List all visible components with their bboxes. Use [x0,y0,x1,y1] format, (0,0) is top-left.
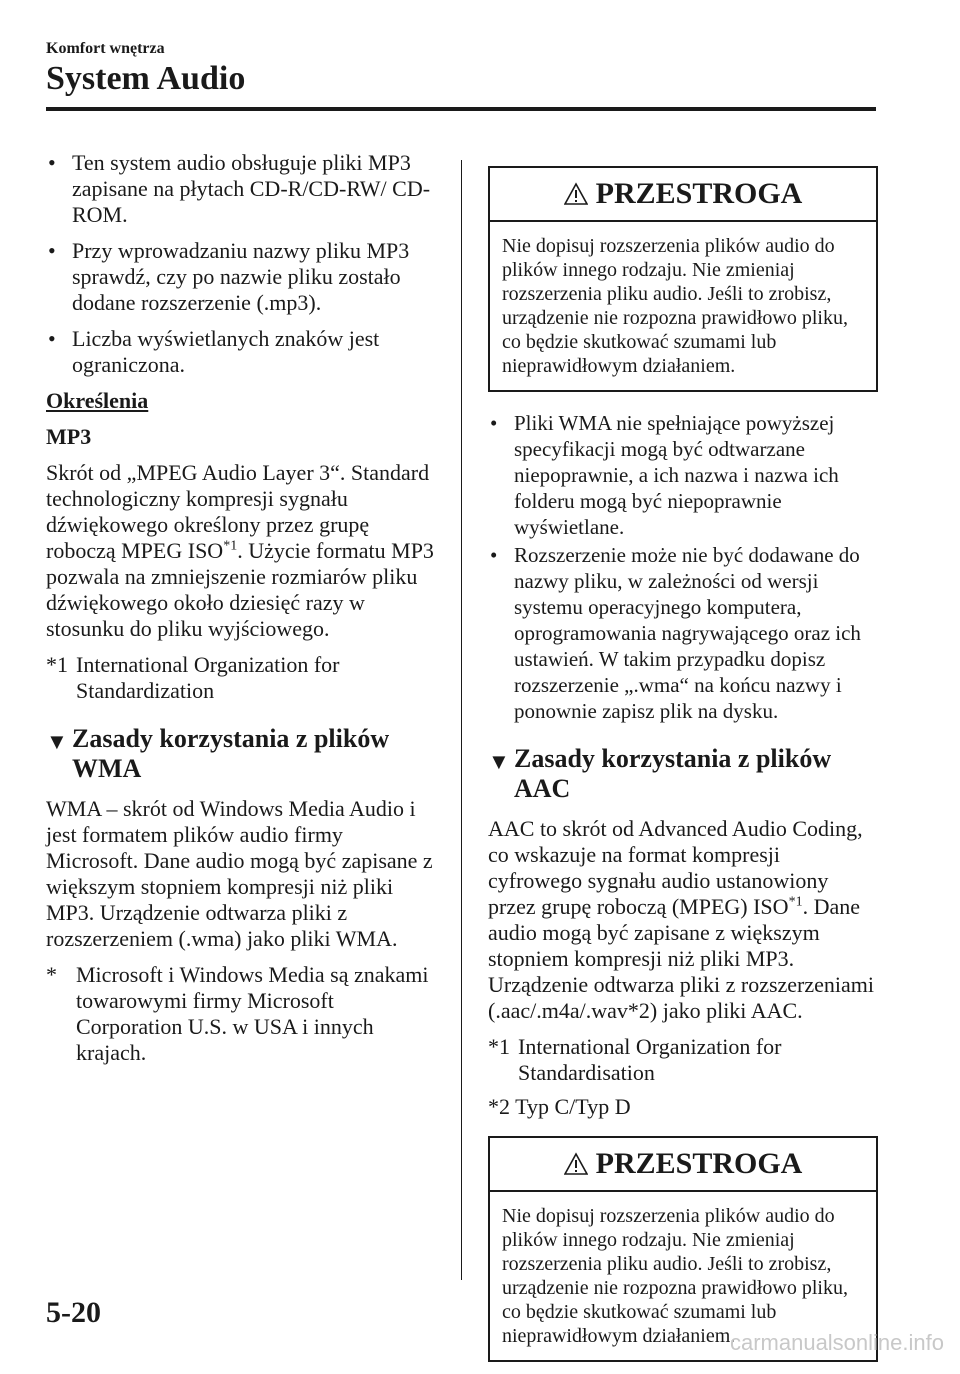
bullet-icon: • [48,238,56,263]
warning-triangle-icon [564,182,588,206]
terms-heading: Określenia [46,388,149,413]
list-item [488,410,878,540]
footnote-ref: *1 [223,538,238,554]
page-number: 5-20 [46,1296,101,1329]
list-item [46,150,438,228]
footnote-trademark [46,962,438,1066]
page-title: System Audio [46,60,246,97]
footnote-mark: *1 [488,1034,510,1059]
list-item-text: Ten system audio obsługuje pliki MP3 zapisane na płytach CD-R/CD-RW/ CD-ROM. [72,150,431,227]
list-item-text: Przy wprowadzaniu nazwy pliku MP3 sprawdź, czy po nazwie pliku zostało dodane rozszerzenie (.mp3). [72,238,410,315]
caution-header [490,1138,876,1192]
watermark: carmanualsonline.info [729,1330,944,1355]
footnote-type: *2 Typ C/Typ D [488,1094,631,1119]
footnote-text: International Organization for Standardisation [518,1034,782,1085]
column-divider [461,160,462,1280]
mp3-definition-part-b: . Użycie formatu MP3 pozwala na zmniejszenie rozmiarów pliku dźwiękowego około dziesięć razy w stosunku do pliku wyjściowego. [46,538,434,641]
wma-notes-list [488,410,878,724]
footnote-mark: *1 [46,652,68,677]
footnote-text: Microsoft i Windows Media są znakami towarowymi firmy Microsoft Corporation U.S. w USA i innych krajach. [76,962,429,1065]
footnote-ref: *1 [788,894,803,910]
caution-text: Nie dopisuj rozszerzenia plików audio do plików innego rodzaju. Nie zmieniaj rozszerzenia pliku audio. Jeśli to zrobisz, urządzenie nie rozpozna prawidłowo pliku, co będzie skutkować szumami lub nieprawidłowym działaniem. [502,1205,848,1347]
list-item-text: Pliki WMA nie spełniające powyższej specyfikacji mogą być odtwarzane niepoprawnie, a ich nazwa i nazwa ich folderu mogą być niepoprawnie wyświetlane. [514,411,839,539]
caution-box [488,1136,878,1362]
list-item [488,542,878,724]
bullet-icon: • [48,150,56,175]
aac-heading [488,744,878,804]
footnote-text: International Organization for Standardization [76,652,340,703]
wma-heading [46,724,438,784]
caution-text: Nie dopisuj rozszerzenia plików audio do plików innego rodzaju. Nie zmieniaj rozszerzenia pliku audio. Jeśli to zrobisz, urządzenie nie rozpozna prawidłowo pliku, co będzie skutkować szumami lub nieprawidłowym działaniem. [502,235,848,377]
bullet-icon: • [490,543,498,567]
list-item-text: Rozszerzenie może nie być dodawane do nazwy pliku, w zależności od wersji systemu operacyjnego komputera, oprogramowania nagrywającego oraz ich ustawień. W takim przypadku dopisz rozszerzenie „.wma“ na końcu nazwy i ponownie zapisz plik na dysku. [514,543,861,723]
aac-heading-text: Zasady korzystania z plików AAC [514,744,832,803]
bullet-icon: • [490,411,498,435]
caution-title: PRZESTROGA [595,177,803,210]
intro-bullet-list [46,150,438,378]
caution-box [488,166,878,392]
list-item-text: Liczba wyświetlanych znaków jest ograniczona. [72,326,380,377]
aac-description-part-a: AAC to skrót od Advanced Audio Coding, co wskazuje na format kompresji cyfrowego sygnału audio ustanowiony przez grupę roboczą (MPEG) ISO [488,816,863,919]
section-label: Komfort wnętrza [46,40,165,57]
mp3-term: MP3 [46,424,92,449]
mp3-definition [46,460,438,642]
list-item [46,326,438,378]
warning-triangle-icon [564,1152,588,1176]
footnote-iso [46,652,438,704]
mp3-definition-part-a: Skrót od „MPEG Audio Layer 3“. Standard technologiczny kompresji sygnału dźwiękowego określony przez grupę roboczą MPEG ISO [46,460,430,563]
aac-description-part-b: . Dane audio mogą być zapisane z większym stopniem kompresji niż pliki MP3. Urządzenie odtwarza pliki z rozszerzeniami (.aac/.m4a/.wav*2) jako pliki AAC. [488,894,875,1023]
left-column [46,150,438,1074]
triangle-down-icon: ▼ [488,749,510,774]
header-rule [46,107,876,111]
bullet-icon: • [48,326,56,351]
list-item [46,238,438,316]
footnote-iso [488,1034,878,1086]
aac-description [488,816,878,1024]
footnote-mark: * [46,962,57,987]
wma-description: WMA – skrót od Windows Media Audio i jest formatem plików audio firmy Microsoft. Dane audio mogą być zapisane z większym stopniem kompresji niż pliki MP3. Urządzenie odtwarza pliki z rozszerzeniem (.wma) jako pliki WMA. [46,796,433,951]
caution-header [490,168,876,222]
triangle-down-icon: ▼ [46,729,68,754]
caution-title: PRZESTROGA [595,1147,803,1180]
wma-heading-text: Zasady korzystania z plików WMA [72,724,390,783]
right-column [488,166,878,1374]
